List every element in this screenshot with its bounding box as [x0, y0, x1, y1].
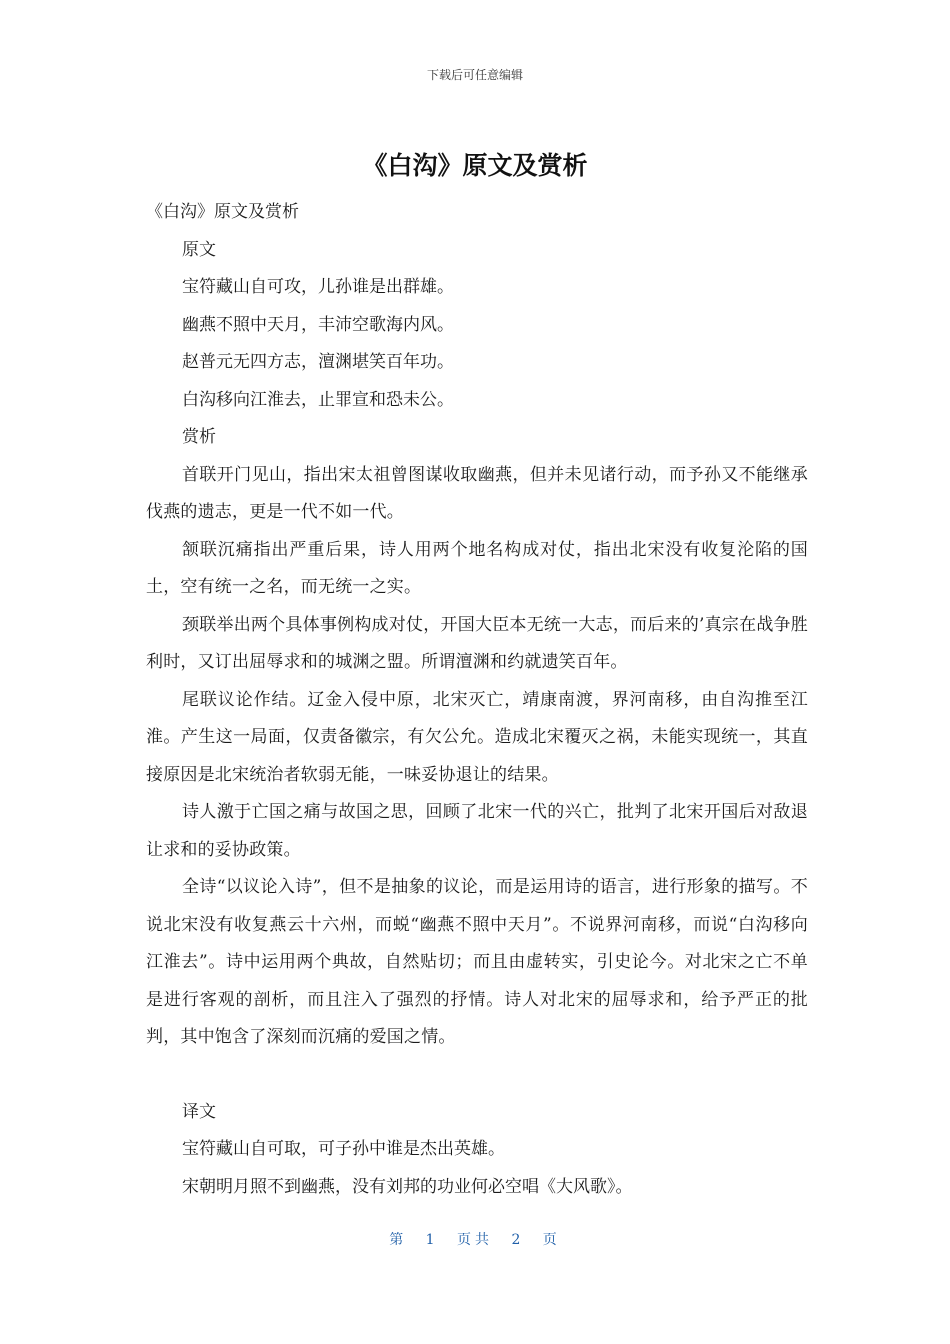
- appreciation-paragraph: 尾联议论作结。辽金入侵中原，北宋灭亡，靖康南渡，界河南移，由自沟推至江淮。产生这一局面，仅责备徽宗，有欠公允。造成北宋覆灭之祸，未能实现统一，其直接原因是北宋统治者软弱无能，一味妥协退让的结果。: [146, 689, 808, 785]
- appreciation-paragraph: 全诗“以议论入诗”，但不是抽象的议论，而是运用诗的语言，进行形象的描写。不说北宋没有收复燕云十六州，而蜕“幽燕不照中天月”。不说界河南移，而说“白沟移向江淮去”。诗中运用两个典故，自然贴切；而且由虚转实，引史论今。对北宋之亡不单是进行客观的剖析，而且注入了强烈的抒情。诗人对北宋的屈辱求和，给予严正的批判，其中饱含了深刻而沉痛的爱国之情。: [146, 877, 808, 1047]
- page-footer: 第 1 页共 2 页: [389, 1232, 561, 1248]
- translation-line: 宋朝明月照不到幽燕，没有刘邦的功业何必空唱《大风歌》。: [182, 1176, 633, 1197]
- appreciation-paragraph: 诗人激于亡国之痛与故国之思，回顾了北宋一代的兴亡，批判了北宋开国后对敌退让求和的妥协政策。: [146, 802, 808, 860]
- page-title: 《白沟》原文及赏析: [362, 151, 588, 180]
- subtitle: 《白沟》原文及赏析: [146, 202, 299, 222]
- header-note: 下载后可任意编辑: [426, 68, 523, 82]
- poem-line: 幽燕不照中天月，丰沛空歌海内风。: [182, 314, 454, 335]
- section-heading-original: 原文: [182, 239, 216, 260]
- appreciation-paragraph: 颈联举出两个具体事例构成对仗，开国大臣本无统一大志，而后来的’真宗在战争胜利时，又订出屈辱求和的城渊之盟。所谓澶渊和约就遗笑百年。: [146, 614, 808, 672]
- document-body: [146, 194, 808, 1206]
- appreciation-paragraph: 颔联沉痛指出严重后果，诗人用两个地名构成对仗，指出北宋没有收复沦陷的国土，空有统一之名，而无统一之实。: [146, 539, 808, 597]
- poem-line: 宝符藏山自可攻，儿孙谁是出群雄。: [182, 277, 454, 297]
- appreciation-paragraph: 首联开门见山，指出宋太祖曾图谋收取幽燕，但并未见诸行动，而予孙又不能继承伐燕的遗志，更是一代不如一代。: [146, 464, 808, 522]
- poem-line: 白沟移向江淮去，止罪宣和恐未公。: [182, 389, 454, 410]
- section-heading-appreciation: 赏析: [182, 427, 216, 447]
- paragraph-gap: [146, 1057, 808, 1094]
- poem-line: 赵普元无四方志，澶渊堪笑百年功。: [182, 352, 454, 372]
- section-heading-translation: 译文: [182, 1101, 216, 1122]
- translation-line: 宝符藏山自可取，可子孙中谁是杰出英雄。: [182, 1139, 505, 1159]
